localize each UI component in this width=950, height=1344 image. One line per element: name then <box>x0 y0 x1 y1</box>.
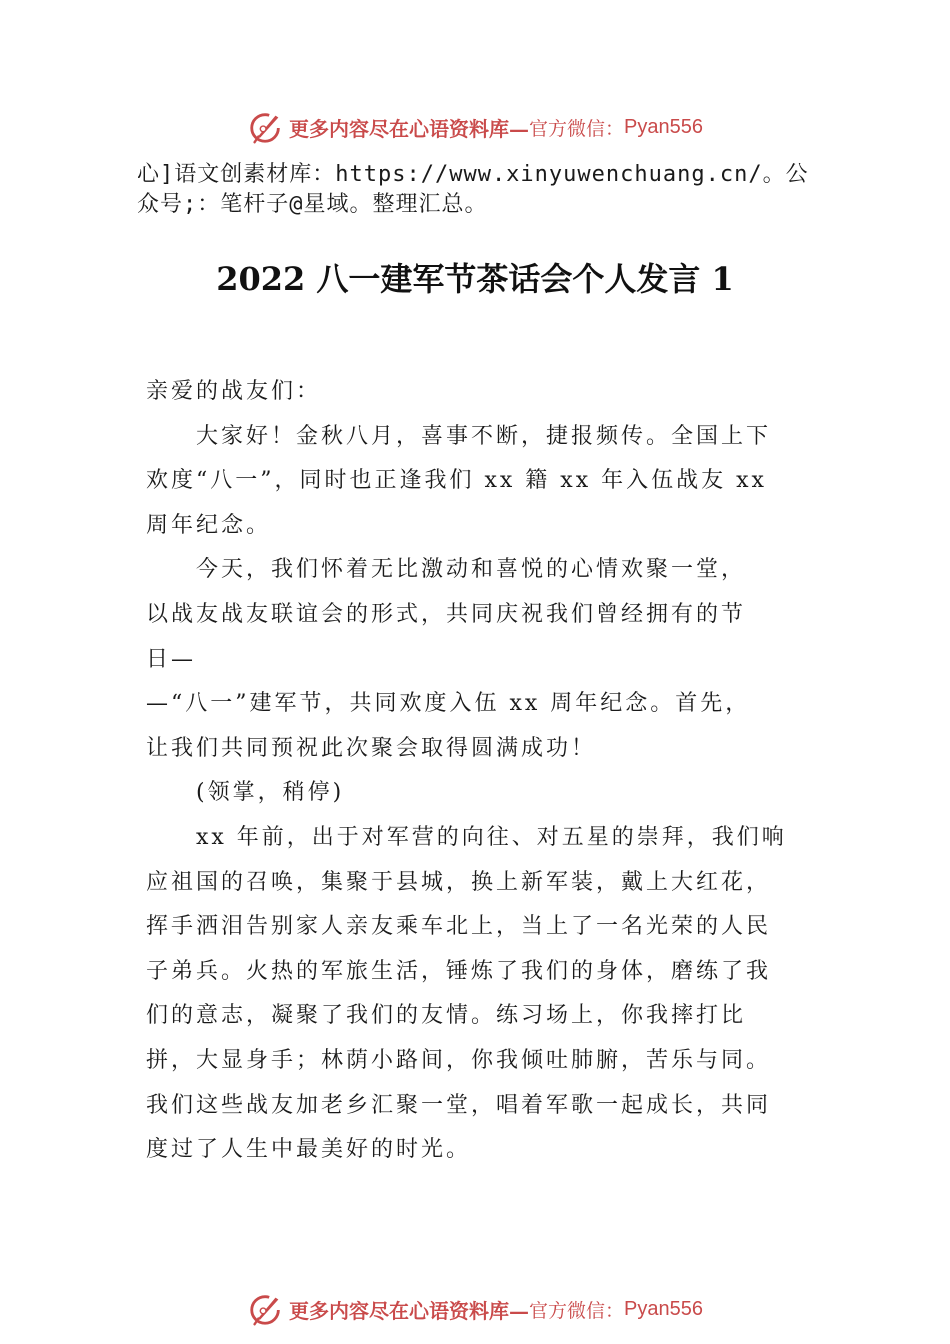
quill-logo-icon <box>247 108 285 146</box>
body-line: 拼，大显身手；林荫小路间，你我倾吐肺腑，苦乐与同。 <box>146 1047 772 1073</box>
body-line: 挥手洒泪告别家人亲友乘车北上，当上了一名光荣的人民 <box>146 914 772 940</box>
body-line: 我们这些战友加老乡汇聚一堂，唱着军歌一起成长，共同 <box>146 1092 772 1118</box>
body-line: 以战友战友联谊会的形式，共同庆祝我们曾经拥有的节 <box>146 601 747 627</box>
body-line: 欢度“八一”，同时也正逢我们 xx 籍 xx 年入伍战友 xx <box>146 468 767 494</box>
banner-wechat-id: Pyan556 <box>624 1297 703 1320</box>
body-line: 日— <box>146 646 197 672</box>
body-line: 子弟兵。火热的军旅生活，锤炼了我们的身体，磨练了我 <box>146 958 772 984</box>
document-body <box>146 370 794 1173</box>
body-line: xx 年前，出于对军营的向往、对五星的崇拜，我们响 <box>196 824 787 850</box>
source-note: 心]语文创素材库：https://www.xinyuwenchuang.cn/。公众号;：笔杆子@星域。整理汇总。 <box>137 162 809 217</box>
banner-wechat-label: 官方微信： <box>529 1299 625 1322</box>
header-banner <box>0 107 950 147</box>
document-title: 2022 八一建军节茶话会个人发言 1 <box>216 260 734 298</box>
body-line: 度过了人生中最美好的时光。 <box>146 1137 472 1163</box>
body-line: —“八一”建军节，共同欢度入伍 xx 周年纪念。首先， <box>146 691 751 717</box>
body-line: 周年纪念。 <box>146 512 272 538</box>
body-line: 应祖国的召唤，集聚于县城，换上新军装，戴上大红花， <box>146 869 772 895</box>
banner-text: 更多内容尽在心语资料库— <box>289 1298 529 1323</box>
quill-logo-icon <box>247 1290 285 1328</box>
body-line: 们的意志，凝聚了我们的友情。练习场上，你我摔打比 <box>146 1003 747 1029</box>
banner-wechat-id: Pyan556 <box>624 115 703 138</box>
banner-text: 更多内容尽在心语资料库— <box>289 116 529 141</box>
body-line: 大家好！金秋八月，喜事不断，捷报频传。全国上下 <box>196 423 772 449</box>
body-line: (领掌，稍停) <box>196 780 345 806</box>
footer-banner <box>0 1289 950 1329</box>
banner-wechat-label: 官方微信： <box>529 117 625 140</box>
body-line: 亲爱的战友们： <box>146 379 322 404</box>
body-line: 今天，我们怀着无比激动和喜悦的心情欢聚一堂， <box>196 557 747 583</box>
body-line: 让我们共同预祝此次聚会取得圆满成功！ <box>146 735 597 761</box>
